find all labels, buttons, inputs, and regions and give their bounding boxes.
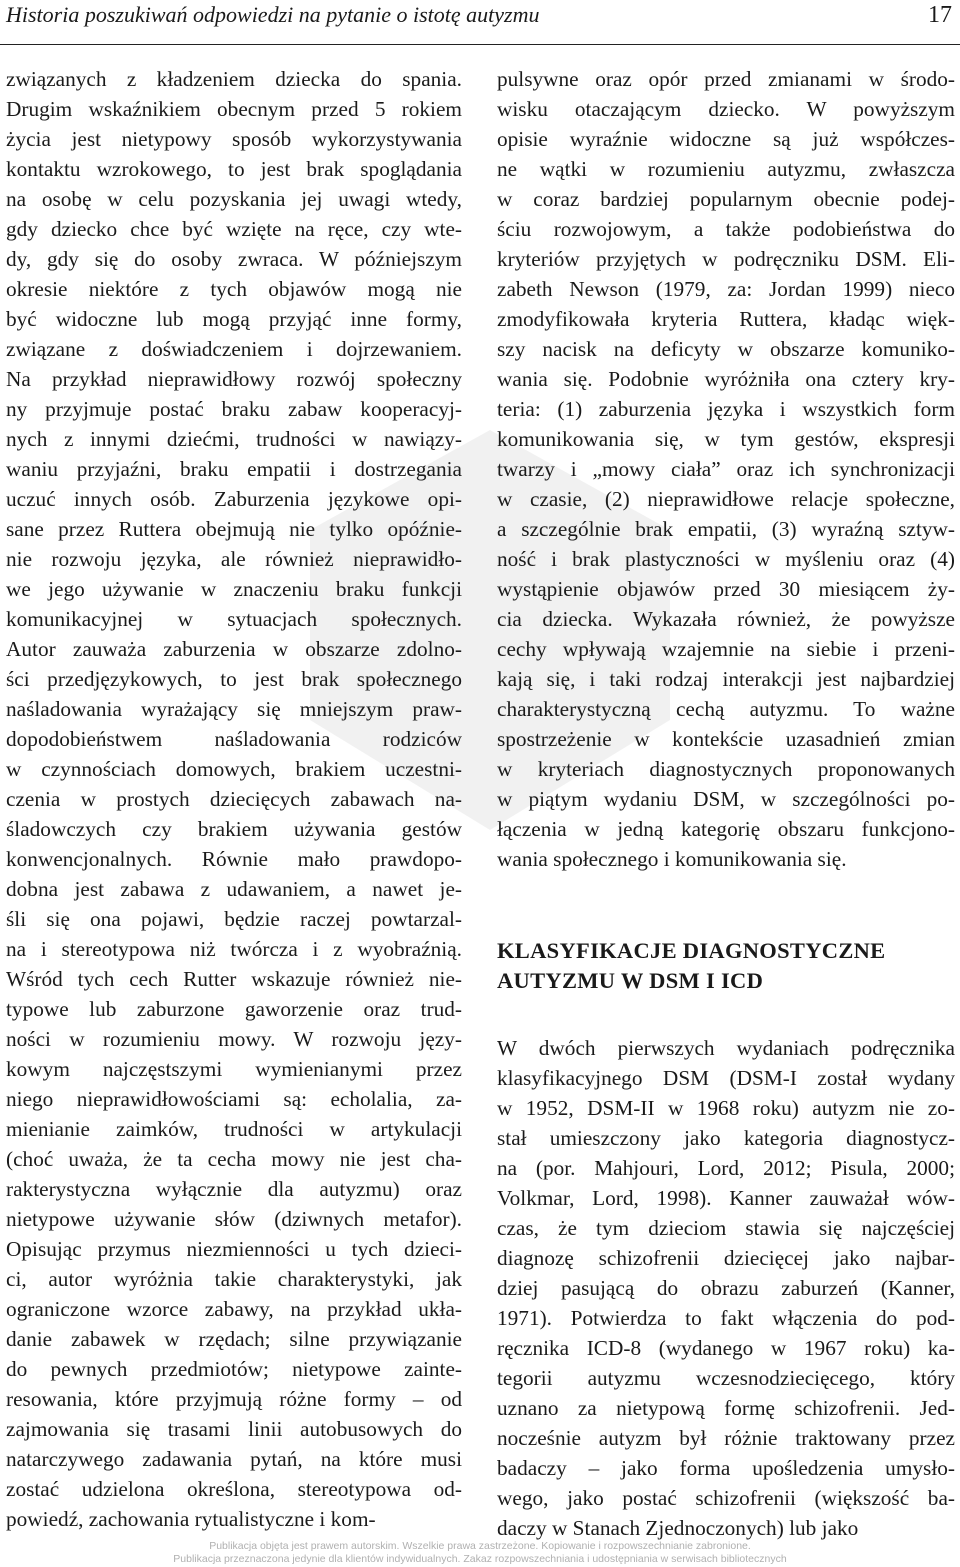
text-line: ne wątki w rozumieniu autyzmu, zwłaszcza xyxy=(497,157,955,181)
text-line: nietypowe używanie słów (dziwnych metafor). xyxy=(6,1207,462,1231)
text-line: na i stereotypowa niż twórcza i z wyobraźnią. xyxy=(6,937,462,961)
text-line: W dwóch pierwszych wydaniach podręcznika xyxy=(497,1036,955,1060)
text-line: kryteriów przyjętych w podręczniku DSM. Eli- xyxy=(497,247,955,271)
text-line: gdy dziecko chce być wzięte na ręce, czy wte- xyxy=(6,217,462,241)
text-line: w czynnościach domowych, brakiem uczestni- xyxy=(6,757,462,781)
text-line: daczy w Stanach Zjednoczonych) lub jako xyxy=(497,1516,859,1540)
text-line: komunikowania się, w tym gestów, ekspresji xyxy=(497,427,955,451)
text-line: być widoczne lub mogą przyjąć inne formy, xyxy=(6,307,462,331)
text-line: resowania, które przyjmują różne formy – od xyxy=(6,1387,462,1411)
text-line: czenia w prostych dziecięcych zabawach na- xyxy=(6,787,462,811)
text-line: zabeth Newson (1979, za: Jordan 1999) nieco xyxy=(497,277,955,301)
text-line: naśladowania wyrażający się mniejszym praw- xyxy=(6,697,462,721)
text-line: danie zabawek w rzędach; silne przywiązanie xyxy=(6,1327,462,1351)
text-line: nocześnie autyzm był różnie traktowany przez xyxy=(497,1426,955,1450)
text-line: kowym najczęstszymi wymienianymi przez xyxy=(6,1057,462,1081)
left-paragraph xyxy=(6,64,462,1534)
text-line: uznano za nietypową formę schizofrenii. Jed- xyxy=(497,1396,955,1420)
text-line: okresie niektóre z tych objawów mogą nie xyxy=(6,277,462,301)
text-line: teria: (1) zaburzenia języka i wszystkich form xyxy=(497,397,955,421)
right-column xyxy=(497,64,955,1543)
text-line: kontaktu wzrokowego, to jest brak spoglądania xyxy=(6,157,462,181)
text-line: spostrzeżenie w kontekście uzasadnień zmian xyxy=(497,727,955,751)
text-line: waniu przyjaźni, braku empatii i dostrzegania xyxy=(6,457,462,481)
copyright-notice-line-2: Publikacja przeznaczona jedynie dla klientów indywidualnych. Zakaz rozpowszechniania i udostępniania w serwisach bibliotecznych xyxy=(173,1553,787,1565)
text-line: wystąpienie objawów przed 30 miesiącem ży- xyxy=(497,577,955,601)
section-heading-line-1: KLASYFIKACJE DIAGNOSTYCZNE xyxy=(497,938,886,963)
text-line: nych z innymi dziećmi, trudności w nawiązy- xyxy=(6,427,462,451)
text-line: ności w rozumieniu mowy. W rozwoju języ- xyxy=(6,1027,462,1051)
text-line: pulsywne oraz opór przed zmianami w środo- xyxy=(497,67,955,91)
page-header xyxy=(0,0,960,45)
right-paragraph-1 xyxy=(497,64,955,874)
text-line: wego, jako postać schizofrenii (większość ba- xyxy=(497,1486,955,1510)
text-line: mienianie zaimków, trudności w artykulacji xyxy=(6,1117,462,1141)
text-line: łączenia w jedną kategorię obszaru funkcjono- xyxy=(497,817,955,841)
right-paragraph-2 xyxy=(497,1033,955,1543)
text-line: konwencjonalnych. Równie mało prawdopo- xyxy=(6,847,462,871)
text-line: typowe lub zaburzone gaworzenie oraz trud- xyxy=(6,997,462,1021)
text-line: ręcznika ICD-8 (wydanego w 1967 roku) ka- xyxy=(497,1336,955,1360)
text-line: natarczywego zadawania pytań, na które musi xyxy=(6,1447,462,1471)
text-line: nie rozwoju języka, ale również nieprawidło- xyxy=(6,547,462,571)
text-line: komunikacyjnej w sytuacjach społecznych. xyxy=(6,607,462,631)
text-line: w 1952, DSM-II w 1968 roku) autyzm nie zo- xyxy=(497,1096,955,1120)
text-line: tegorii autyzmu wczesnodziecięcego, który xyxy=(497,1366,955,1390)
text-line: ograniczone wzorce zabawy, na przykład ukła- xyxy=(6,1297,462,1321)
text-line: wania się. Podobnie wyróżniła ona cztery kry- xyxy=(497,367,955,391)
text-line: ściu rozwojowym, a także podobieństwa do xyxy=(497,217,955,241)
text-line: w czasie, (2) nieprawidłowe relacje społeczne, xyxy=(497,487,955,511)
text-line: śli się ona pojawi, będzie raczej powtarzal- xyxy=(6,907,462,931)
text-line: badaczy – jako forma upośledzenia umysło- xyxy=(497,1456,955,1480)
text-line: Drugim wskaźnikiem obecnym przed 5 rokiem xyxy=(6,97,462,121)
text-line: w coraz bardziej popularnym obecnie podej- xyxy=(497,187,955,211)
text-line: Na przykład nieprawidłowy rozwój społeczny xyxy=(6,367,462,391)
copyright-notice-line-1: Publikacja objęta jest prawem autorskim. Wszelkie prawa zastrzeżone. Kopiowanie i rozpowszechnianie zabronione. xyxy=(209,1540,751,1552)
text-line: Autor zauważa zaburzenia w obszarze zdolno- xyxy=(6,637,462,661)
text-line: powiedź, zachowania rytualistyczne i kom- xyxy=(6,1507,376,1531)
text-line: dobna jest zabawa z udawaniem, a nawet je- xyxy=(6,877,462,901)
text-line: na (por. Mahjouri, Lord, 2012; Pisula, 2000; xyxy=(497,1156,955,1180)
text-line: niego nieprawidłowościami są: echolalia, za- xyxy=(6,1087,462,1111)
text-line: dy, gdy się do osoby zwraca. W późniejszym xyxy=(6,247,462,271)
text-line: zmodyfikowała kryteria Ruttera, kładąc więk- xyxy=(497,307,955,331)
text-line: Volkmar, Lord, 1998). Kanner zauważał wów- xyxy=(497,1186,955,1210)
section-heading xyxy=(497,936,955,996)
text-line: do pewnych przedmiotów; nietypowe zainte- xyxy=(6,1357,462,1381)
text-line: związanych z kładzeniem dziecka do spania. xyxy=(6,67,462,91)
text-line: diagnozę schizofrenii dziecięcej jako najbar- xyxy=(497,1246,955,1270)
text-line: zostać udzielona określona, stereotypowa od- xyxy=(6,1477,462,1501)
text-line: związane z doświadczeniem i dojrzewaniem. xyxy=(6,337,462,361)
text-line: szy nacisk na deficyty w obszarze komuniko- xyxy=(497,337,955,361)
text-line: czas, że tym dzieciom stawia się najczęściej xyxy=(497,1216,955,1240)
text-line: a szczególnie brak empatii, (3) wyraźną sztyw- xyxy=(497,517,955,541)
text-line: ność i brak plastyczności w myśleniu oraz (4) xyxy=(497,547,955,571)
text-line: śladowczych czy brakiem używania gestów xyxy=(6,817,462,841)
text-line: 1971). Potwierdza to fakt włączenia do pod- xyxy=(497,1306,955,1330)
text-line: wania społecznego i komunikowania się. xyxy=(497,847,847,871)
text-line: klasyfikacyjnego DSM (DSM-I został wydany xyxy=(497,1066,955,1090)
running-title: Historia poszukiwań odpowiedzi na pytanie o istotę autyzmu xyxy=(6,2,540,27)
text-line: dziej pasującą do obrazu zaburzeń (Kanner, xyxy=(497,1276,955,1300)
text-line: w kryteriach diagnostycznych proponowanych xyxy=(497,757,955,781)
text-line: Opisując przymus niezmienności u tych dzieci- xyxy=(6,1237,462,1261)
text-line: życia jest nietypowy sposób wykorzystywania xyxy=(6,127,462,151)
text-line: wisku otaczającym dziecko. W powyższym xyxy=(497,97,955,121)
page-number: 17 xyxy=(928,2,952,28)
text-line: we jego używanie w znaczeniu braku funkcji xyxy=(6,577,462,601)
section-heading-line-2: AUTYZMU W DSM I ICD xyxy=(497,968,764,993)
text-line: sane przez Ruttera obejmują nie tylko opóźnie- xyxy=(6,517,462,541)
text-line: ci, autor wyróżnia takie charakterystyki, jak xyxy=(6,1267,462,1291)
text-line: cia dziecka. Wykazała również, że powyższe xyxy=(497,607,955,631)
text-line: ści przedjęzykowych, to jest brak społecznego xyxy=(6,667,462,691)
text-line: w piątym wydaniu DSM, w szczególności po- xyxy=(497,787,955,811)
text-line: kają się, i taki rodzaj interakcji jest najbardziej xyxy=(497,667,955,691)
text-line: ny przyjmuje postać braku zabaw kooperacyj- xyxy=(6,397,462,421)
text-line: Wśród tych cech Rutter wskazuje również nie- xyxy=(6,967,462,991)
text-line: rakterystyczna wyłącznie dla autyzmu) oraz xyxy=(6,1177,462,1201)
text-line: opisie wyraźnie widoczne są już współczes- xyxy=(497,127,955,151)
text-line: na osobę w celu pozyskania jej uwagi wtedy, xyxy=(6,187,462,211)
left-column xyxy=(6,64,462,1534)
text-line: zajmowania się trasami linii autobusowych do xyxy=(6,1417,462,1441)
text-line: twarzy i „mowy ciała” oraz ich synchronizacji xyxy=(497,457,955,481)
text-line: dopodobieństwem naśladowania rodziców xyxy=(6,727,462,751)
text-line: uczuć innych osób. Zaburzenia językowe opi- xyxy=(6,487,462,511)
text-line: cechy wpływają wzajemnie na siebie i przeni- xyxy=(497,637,955,661)
text-line: stał umieszczony jako kategoria diagnostycz- xyxy=(497,1126,955,1150)
text-line: charakterystyczną cechą autyzmu. To ważne xyxy=(497,697,955,721)
text-line: (choć uważa, że ta cecha mowy nie jest cha- xyxy=(6,1147,462,1171)
